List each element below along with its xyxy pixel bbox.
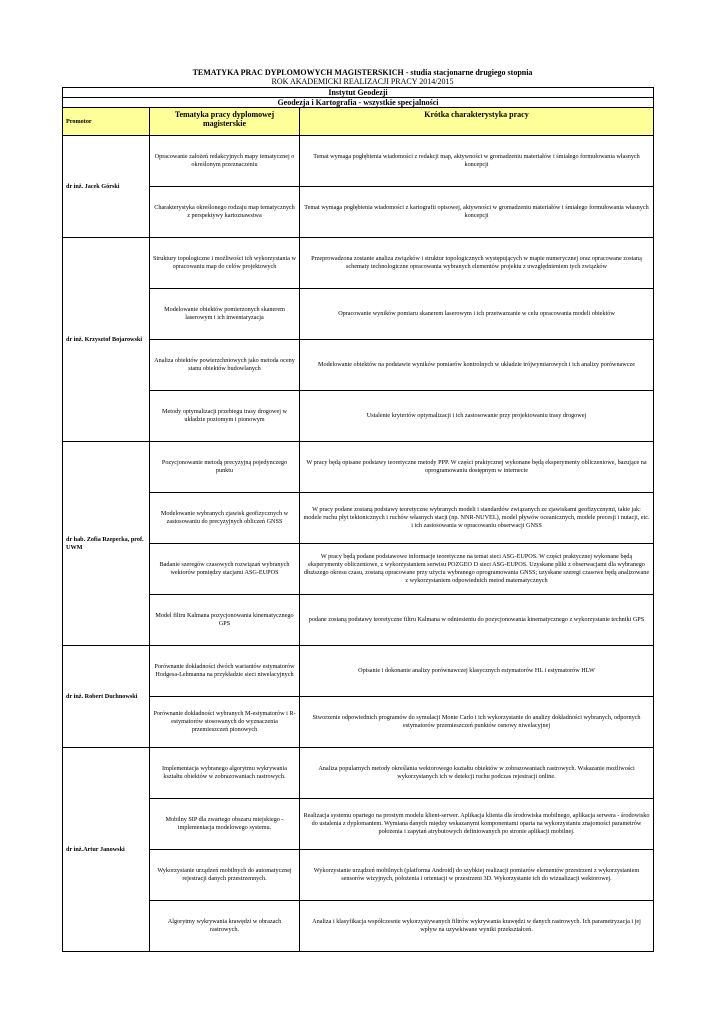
thesis-topic: Metody optymalizacji przebiegu trasy drogowej w układzie poziomym i pionowym bbox=[150, 391, 300, 442]
table-row bbox=[63, 595, 654, 646]
column-header-description: Krótka charakterystyka pracy bbox=[300, 108, 654, 136]
thesis-topic: Badanie szeregów czasowych rozwiązań wybranych wektorów pomiędzy stacjami ASG-EUPOS bbox=[150, 544, 300, 595]
thesis-topic: Porównanie dokładności wybranych M-estymatorów i R-estymatorów stosowanych do wyznaczenia przemieszczeń pionowych bbox=[150, 697, 300, 748]
table-row bbox=[63, 901, 654, 952]
thesis-description: Realizacja systemu opartego na prostym modelu klient-serwer. Aplikacja klienta dla środowiska mobilnego, aplikacja serwera - środowisko do ustalenia z dyplomantem. Wymiana danych między wskazanymi komponentami oparta na wykorzystaniu znajomości parametrów położenia i zapytań atrybutowych definiowanych po stronie aplikacji mobilnej. bbox=[300, 799, 654, 850]
thesis-topic: Charakterystyka określonego rodzaju map tematycznych z perspektywy kartoznawstwa bbox=[150, 187, 300, 238]
thesis-description: podane zostaną podstawy teoretyczne filtru Kalmana w odniesieniu do pozycjonowania kinematycznego z wykorzystanie techniki GPS bbox=[300, 595, 654, 646]
table-row bbox=[63, 289, 654, 340]
thesis-description: Przeprowadzona zostanie analiza związków i struktur topologicznych występujących w mapie numerycznej oraz opracowane zostaną schematy technologiczne opracowania wybranych elementów projektu z uwzględnieniem tych związków bbox=[300, 238, 654, 289]
thesis-topic: Struktury topologiczne i możliwości ich wykorzystania w opracowaniu map do celów projektowych bbox=[150, 238, 300, 289]
table-row bbox=[63, 442, 654, 493]
column-header-row bbox=[63, 108, 654, 136]
thesis-topic: Mobilny SIP dla zwartego obszaru miejskiego - implementacja modelowego systemu. bbox=[150, 799, 300, 850]
program-name: Geodezja i Kartografia - wszystkie specjalności bbox=[63, 98, 654, 108]
promotor-name: dr inż. Robert Duchnowski bbox=[63, 646, 150, 748]
promotor-name: dr inż. Krzysztof Bojarowski bbox=[63, 238, 150, 442]
thesis-topic: Model filtru Kalmana pozycjonowania kinematycznego GPS bbox=[150, 595, 300, 646]
thesis-topic: Modelowanie obiektów pomierzonych skanerem laserowym i ich inwentaryzacja bbox=[150, 289, 300, 340]
thesis-topic: Analiza obiektów powierzchniowych jako metoda oceny stanu obiektów budowlanych bbox=[150, 340, 300, 391]
thesis-description: Opisanie i dokonanie analizy porównawczej klasycznych estymatorów HL i estymatorów HLW bbox=[300, 646, 654, 697]
thesis-topic: Algorytmy wykrywania krawędzi w obrazach rastrowych. bbox=[150, 901, 300, 952]
institute-name: Instytut Geodezji bbox=[63, 88, 654, 98]
thesis-topic: Modelowanie wybranych zjawisk geofizycznych w zastosowaniu do precyzyjnych obliczeń GNSS bbox=[150, 493, 300, 544]
table-row bbox=[63, 493, 654, 544]
thesis-description: W pracy będą opisane podstawy teoretyczne metody PPP. W części praktycznej wykonane będą eksperymenty obliczeniowe, bazujące na oprogramowaniu dostępnym w internecie bbox=[300, 442, 654, 493]
table-row bbox=[63, 136, 654, 187]
thesis-topics-table bbox=[62, 87, 654, 952]
promotor-name: dr hab. Zofia Rzepecka, prof. UWM bbox=[63, 442, 150, 646]
thesis-topic: Porównanie dokładności dwóch wariantów estymatorów Hodgesa-Lehmanna na przykładzie sieci niwelacyjnych bbox=[150, 646, 300, 697]
table-row bbox=[63, 697, 654, 748]
document-subtitle: ROK AKADEMICKI REALIZACJI PRACY 2014/2015 bbox=[271, 77, 454, 86]
thesis-description: Temat wymaga pogłębienia wiadomości z redakcji map, aktywności w gromadzeniu materiałów i śmiałego formułowania własnych koncepcji bbox=[300, 136, 654, 187]
program-row bbox=[63, 98, 654, 108]
table-row bbox=[63, 187, 654, 238]
thesis-description: Wykorzystanie urządzeń mobilnych (platforma Android) do szybkiej realizacji pomiarów elementów przestrzeni z wykorzystaniem sensorów wizyjnych, położenia i orientacji w przestrzeni 3D. Wykorzystanie ich do wizualizacji wektorowej. bbox=[300, 850, 654, 901]
table-row bbox=[63, 799, 654, 850]
institute-row bbox=[63, 88, 654, 98]
thesis-description: W pracy będą podane podstawowe informacje teoretyczne na temat sieci ASG-EUPOS. W części praktycznej wykonane będą eksperymenty obliczeniowe, z wykorzystaniem serwisu POZGEO D sieci ASG-EUPOS. Uzyskane pliki z obserwacjami dla wybranego dłuższego okresu czasu, zostaną opracowane przy użyciu wybranego oprogramowania GNSS; uzyskane szeregi czasowe będą analizowane z wykorzystaniem odpowiednich metod matematycznych bbox=[300, 544, 654, 595]
thesis-description: Opracowanie wyników pomiaru skanerem laserowym i ich przetwarzanie w celu opracowania modeli obiektów bbox=[300, 289, 654, 340]
table-row bbox=[63, 646, 654, 697]
column-header-topic: Tematyka pracy dyplomowej magisterskie bbox=[150, 108, 300, 136]
thesis-description: Stworzenie odpowiednich programów do symulacji Monte Carlo i ich wykorzystanie do analizy dokładności wybranych, odpornych estymatorów przemieszczeń punktów osnowy niwelacyjnej bbox=[300, 697, 654, 748]
column-header-promotor: Promotor bbox=[63, 108, 150, 136]
table-row bbox=[63, 544, 654, 595]
thesis-description: Analiza popularnych metody określania wektorowego kształtu obiektów w zobrazowaniach rastrowych. Wskazanie możliwości wykorzystanych ich w detekcji ruchu podczas rejestracji online. bbox=[300, 748, 654, 799]
table-row bbox=[63, 850, 654, 901]
thesis-description: Modelowanie obiektów na podstawie wyników pomiarów kontrolnych w układzie trójwymiarowych i ich analizy porównawcze bbox=[300, 340, 654, 391]
promotor-name: dr inż.Artur Janowski bbox=[63, 748, 150, 952]
document-title: TEMATYKA PRAC DYPLOMOWYCH MAGISTERSKICH - studia stacjonarne drugiego stopnia bbox=[192, 68, 533, 77]
table-row bbox=[63, 340, 654, 391]
promotor-name: dr inż. Jacek Górski bbox=[63, 136, 150, 238]
thesis-description: W pracy podane zostaną podstawy teoretyczne wybranych modeli i standardów związanych ze zjawiskami geofizycznymi, takie jak: modele ruchu płyt tektonicznych i ruchów własnych stacji (np. NNR-NUVEL), model pływów oceanicznych, modele precesji i nutacji, etc. i ich zastosowania w opracowaniu obserwacji GNSS bbox=[300, 493, 654, 544]
thesis-description: Temat wymaga pogłębienia wiadomości z kartografii opisowej, aktywności w gromadzeniu materiałów i śmiałego formułowania własnych koncepcji bbox=[300, 187, 654, 238]
thesis-topic: Wykorzystanie urządzeń mobilnych do automatycznej rejestracji danych przestrzennych. bbox=[150, 850, 300, 901]
thesis-description: Ustalenie kryteriów optymalizacji i ich zastosowanie przy projektowaniu trasy drogowej bbox=[300, 391, 654, 442]
thesis-description: Analiza i klasyfikacja współczesnie wykorzystywanych filtrów wykrywania krawędzi w danych rastrowych. Ich parametryzacja i jej wpływ na uzywkiwane wyniki przekształceń. bbox=[300, 901, 654, 952]
table-row bbox=[63, 391, 654, 442]
thesis-topic: Pozycjonowanie metodą precyzyjną pojedynczego punktu bbox=[150, 442, 300, 493]
thesis-topic: Opracowanie założeń redakcyjnych mapy tematycznej o określonym przeznaczeniu bbox=[150, 136, 300, 187]
table-row bbox=[63, 238, 654, 289]
thesis-topic: Implementacja wybranego algorytmu wykrywania kształtu obiektów w zobrazowaniach rastrowych. bbox=[150, 748, 300, 799]
table-row bbox=[63, 748, 654, 799]
